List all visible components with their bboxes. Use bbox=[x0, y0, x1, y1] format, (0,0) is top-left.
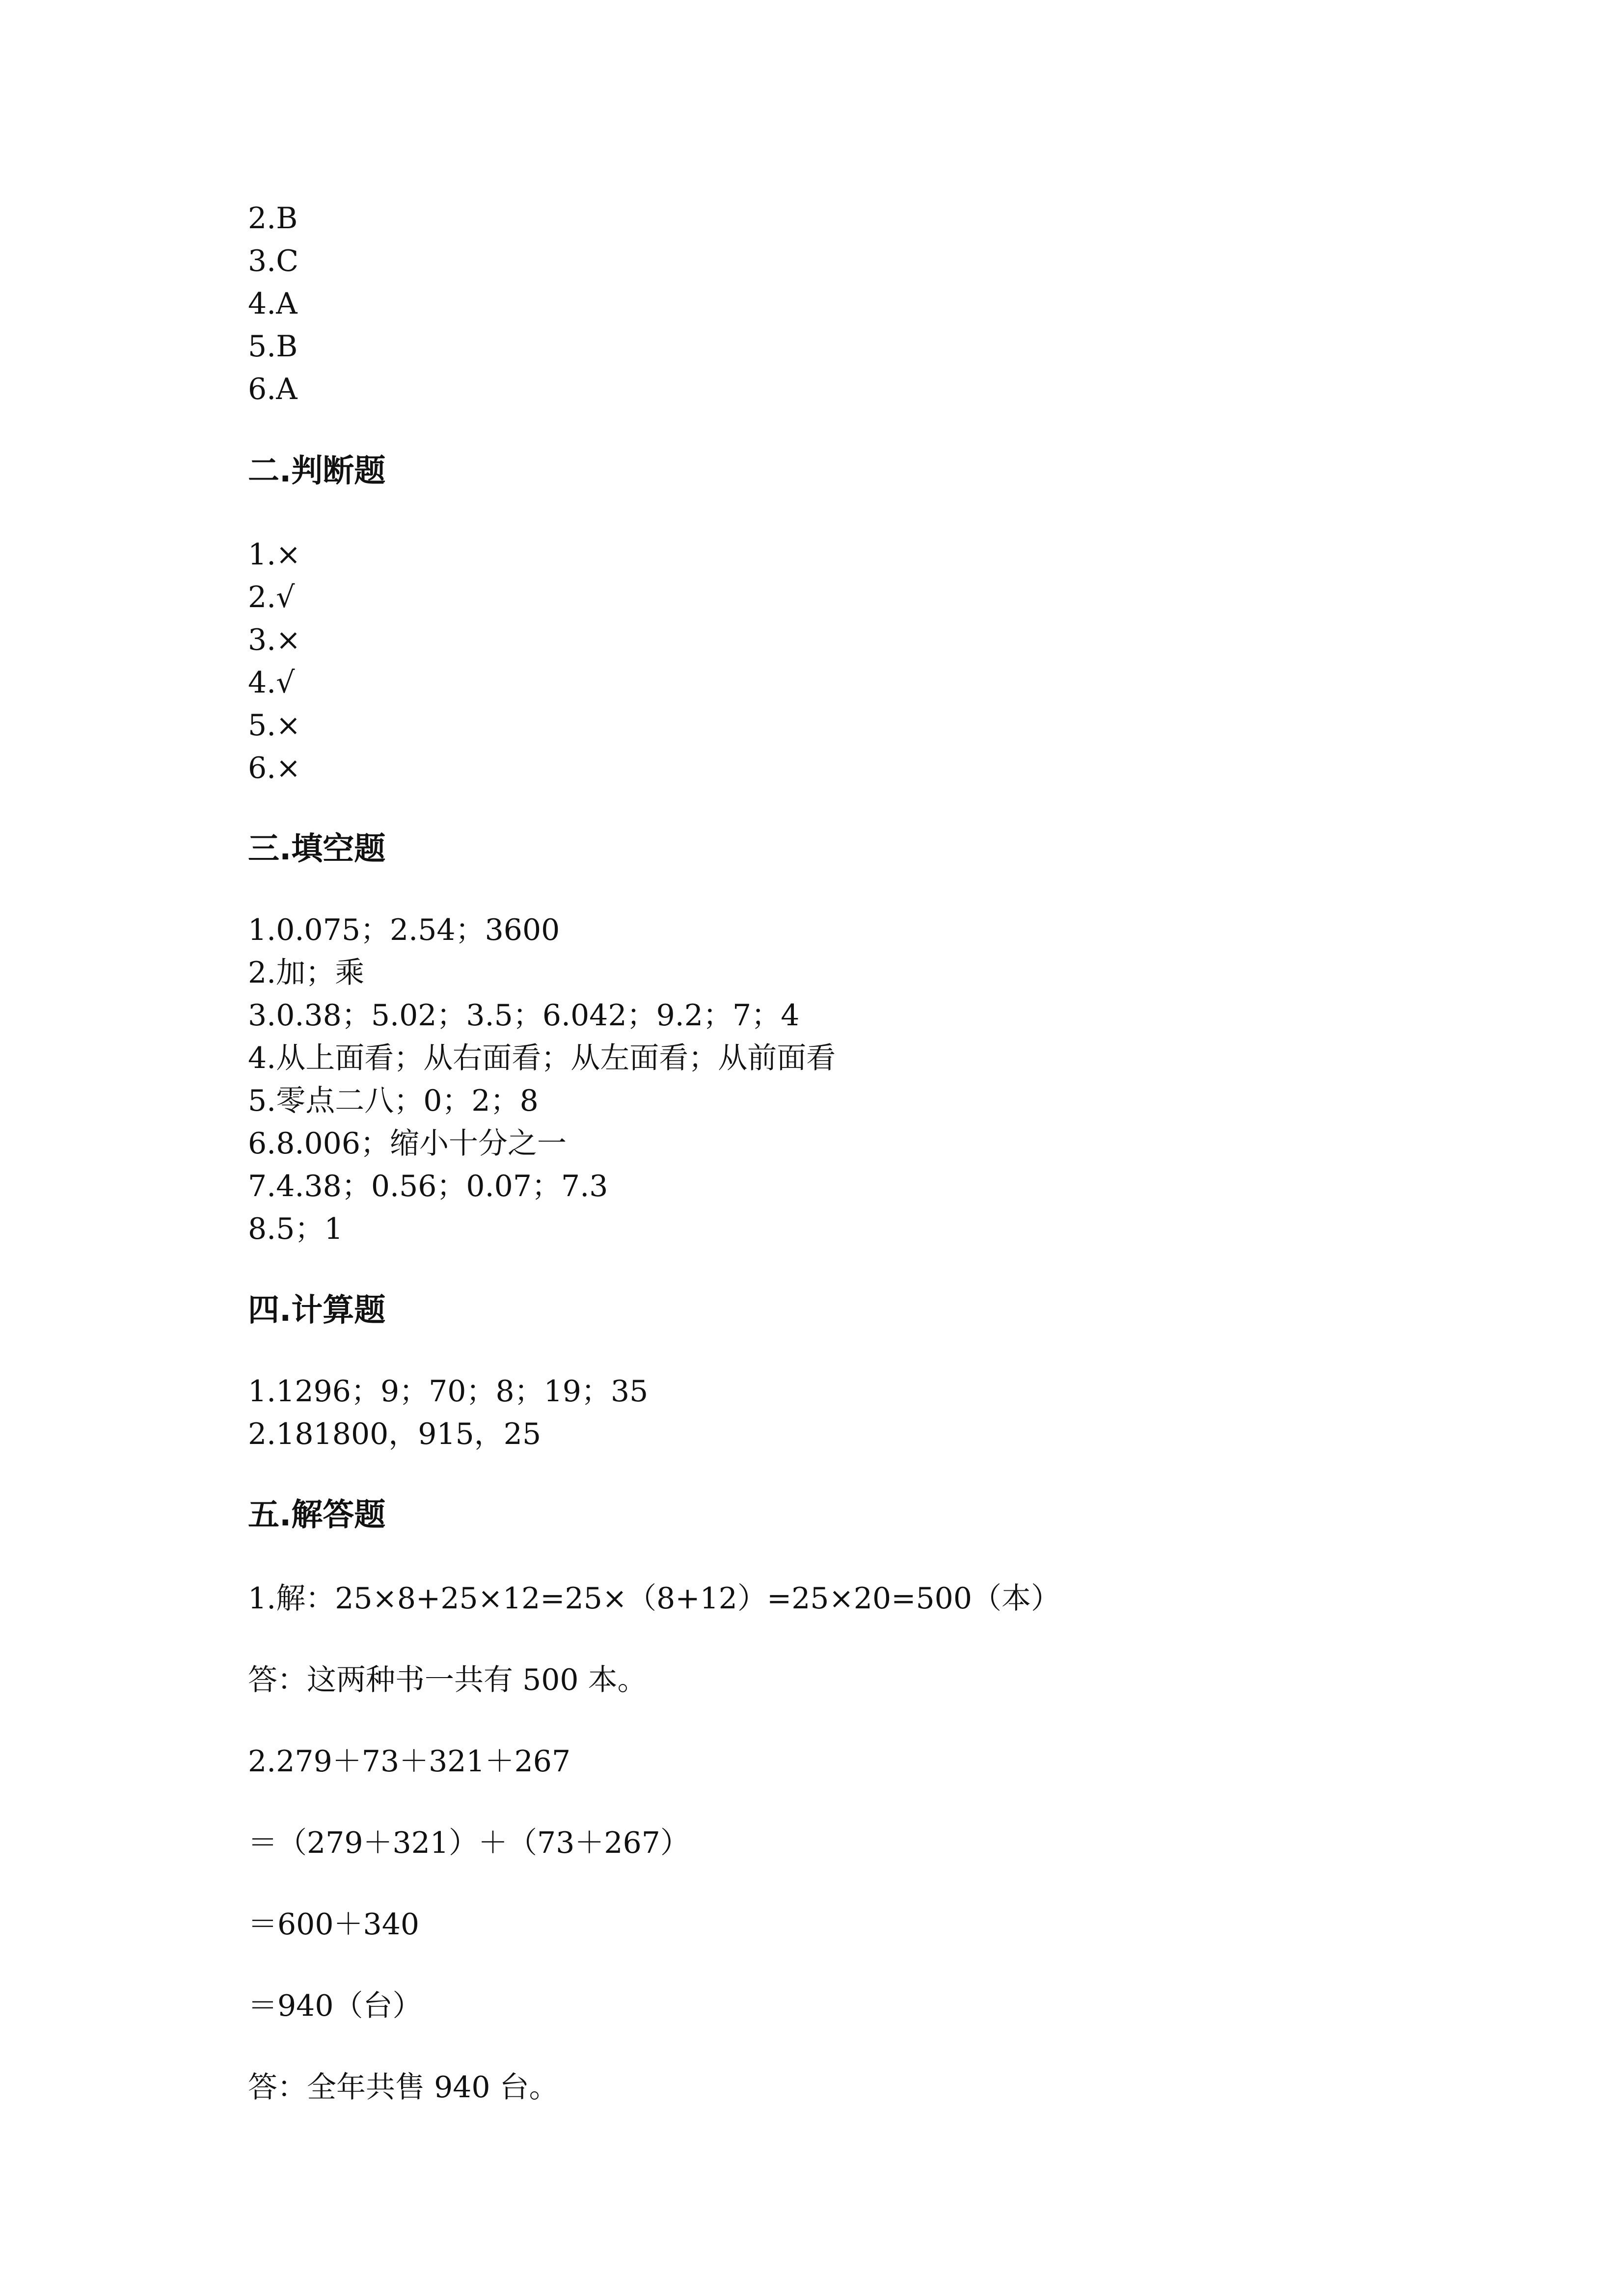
calculation-answer-2: 2.181800，915，25 bbox=[248, 1417, 541, 1451]
word-problem-2-step-2: ＝600＋340 bbox=[248, 1907, 420, 1942]
word-problem-2-step-1: ＝（279＋321）＋（73＋267） bbox=[248, 1826, 690, 1860]
fill-blank-answer-7: 7.4.38；0.56；0.07；7.3 bbox=[248, 1169, 608, 1203]
section-heading-true-false: 二.判断题 bbox=[248, 453, 386, 489]
fill-blank-answer-2: 2.加；乘 bbox=[248, 956, 365, 990]
true-false-answer-5: 5.× bbox=[248, 708, 301, 743]
fill-blank-answer-4: 4.从上面看；从右面看；从左面看；从前面看 bbox=[248, 1041, 836, 1075]
true-false-answer-3: 3.× bbox=[248, 623, 301, 657]
calculation-answer-1: 1.1296；9；70；8；19；35 bbox=[248, 1374, 649, 1409]
fill-blank-answer-1: 1.0.075；2.54；3600 bbox=[248, 913, 560, 947]
word-problem-2-step-3: ＝940（台） bbox=[248, 1989, 422, 2023]
fill-blank-answer-8: 8.5；1 bbox=[248, 1212, 343, 1246]
word-problem-1-answer: 答：这两种书一共有 500 本。 bbox=[248, 1663, 647, 1697]
choice-answer-3: 3.C bbox=[248, 244, 299, 278]
fill-blank-answer-5: 5.零点二八；0；2；8 bbox=[248, 1084, 539, 1118]
word-problem-1-solution: 1.解：25×8+25×12=25×（8+12）=25×20=500（本） bbox=[248, 1581, 1061, 1616]
choice-answer-6: 6.A bbox=[248, 372, 298, 406]
fill-blank-answer-3: 3.0.38；5.02；3.5；6.042；9.2；7；4 bbox=[248, 998, 800, 1033]
true-false-answer-6: 6.× bbox=[248, 751, 301, 785]
word-problem-2-expression: 2.279＋73＋321＋267 bbox=[248, 1744, 571, 1779]
fill-blank-answer-6: 6.8.006；缩小十分之一 bbox=[248, 1126, 567, 1161]
choice-answer-4: 4.A bbox=[248, 287, 298, 321]
section-heading-fill-blank: 三.填空题 bbox=[248, 831, 386, 867]
word-problem-2-answer: 答：全年共售 940 台。 bbox=[248, 2070, 559, 2105]
choice-answer-2: 2.B bbox=[248, 201, 298, 236]
section-heading-calculation: 四.计算题 bbox=[248, 1292, 386, 1329]
true-false-answer-1: 1.× bbox=[248, 537, 301, 572]
true-false-answer-4: 4.√ bbox=[248, 666, 295, 700]
choice-answer-5: 5.B bbox=[248, 329, 298, 364]
section-heading-word-problems: 五.解答题 bbox=[248, 1497, 386, 1533]
true-false-answer-2: 2.√ bbox=[248, 580, 295, 614]
